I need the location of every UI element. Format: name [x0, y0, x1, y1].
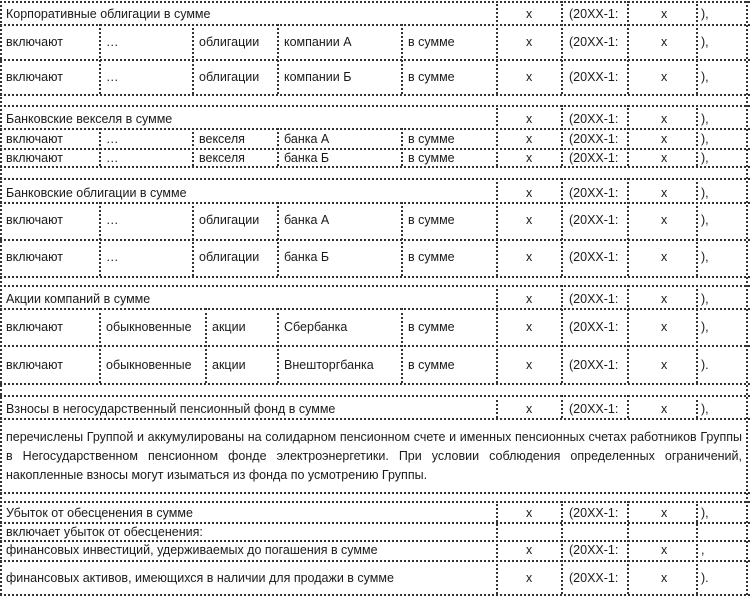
amount-prior: x — [661, 7, 668, 21]
amount-current: x — [526, 7, 533, 21]
prior-year-label: (20XX-1: — [569, 506, 619, 520]
amount-prior: x — [661, 402, 668, 416]
prior-year-label: (20XX-1: — [569, 213, 619, 227]
row-label: включают — [6, 70, 63, 84]
row-in-sum: в сумме — [408, 358, 455, 372]
section-title: Корпоративные облигации в сумме — [6, 7, 211, 21]
amount-prior: x — [661, 292, 668, 306]
closing-punct: ), — [701, 151, 709, 165]
row-in-sum: в сумме — [408, 35, 455, 49]
closing-punct: ), — [701, 292, 709, 306]
closing-punct: ), — [701, 250, 709, 264]
amount-prior: x — [661, 571, 668, 585]
amount-current: x — [526, 571, 533, 585]
row-type: облигации — [199, 35, 260, 49]
prior-year-label: (20XX-1: — [569, 292, 619, 306]
section-subtitle: включает убыток от обесценения: — [6, 525, 203, 539]
amount-prior: x — [661, 320, 668, 334]
closing-punct: ), — [701, 320, 709, 334]
row-label: финансовых инвестиций, удерживаемых до погашения в сумме — [6, 543, 378, 557]
row-in-sum: в сумме — [408, 132, 455, 146]
prior-year-label: (20XX-1: — [569, 151, 619, 165]
row-amount: … — [106, 132, 119, 146]
closing-punct: ), — [701, 7, 709, 21]
section-title: Взносы в негосударственный пенсионный фонд в сумме — [6, 402, 336, 416]
row-issuer: Сбербанка — [284, 320, 348, 334]
row-issuer: компании Б — [284, 70, 352, 84]
row-type: акции — [212, 320, 246, 334]
row-amount: … — [106, 35, 119, 49]
prior-year-label: (20XX-1: — [569, 70, 619, 84]
amount-current: x — [526, 506, 533, 520]
amount-prior: x — [661, 506, 668, 520]
prior-year-label: (20XX-1: — [569, 571, 619, 585]
section-title: Банковские векселя в сумме — [6, 112, 173, 126]
closing-punct: , — [701, 543, 705, 557]
amount-current: x — [526, 292, 533, 306]
amount-current: x — [526, 132, 533, 146]
row-share-class: обыкновенные — [106, 320, 192, 334]
prior-year-label: (20XX-1: — [569, 320, 619, 334]
closing-punct: ), — [701, 132, 709, 146]
prior-year-label: (20XX-1: — [569, 112, 619, 126]
closing-punct: ). — [701, 358, 709, 372]
row-type: векселя — [199, 151, 245, 165]
row-issuer: банка А — [284, 213, 330, 227]
closing-punct: ), — [701, 402, 709, 416]
row-label: финансовых активов, имеющихся в наличии для продажи в сумме — [6, 571, 394, 585]
row-in-sum: в сумме — [408, 320, 455, 334]
row-issuer: компании А — [284, 35, 352, 49]
prior-year-label: (20XX-1: — [569, 132, 619, 146]
row-type: облигации — [199, 213, 260, 227]
amount-prior: x — [661, 186, 668, 200]
prior-year-label: (20XX-1: — [569, 186, 619, 200]
closing-punct: ), — [701, 186, 709, 200]
prior-year-label: (20XX-1: — [569, 402, 619, 416]
row-in-sum: в сумме — [408, 70, 455, 84]
row-issuer: Внешторгбанка — [284, 358, 374, 372]
amount-current: x — [526, 35, 533, 49]
row-label: включают — [6, 358, 63, 372]
section-title: Акции компаний в сумме — [6, 292, 151, 306]
amount-current: x — [526, 358, 533, 372]
closing-punct: ), — [701, 35, 709, 49]
row-label: включают — [6, 320, 63, 334]
row-label: включают — [6, 213, 63, 227]
row-amount: … — [106, 151, 119, 165]
amount-current: x — [526, 70, 533, 84]
prior-year-label: (20XX-1: — [569, 7, 619, 21]
amount-current: x — [526, 320, 533, 334]
amount-current: x — [526, 402, 533, 416]
amount-prior: x — [661, 35, 668, 49]
row-amount: … — [106, 70, 119, 84]
row-issuer: банка Б — [284, 151, 330, 165]
row-amount: … — [106, 250, 119, 264]
amount-current: x — [526, 250, 533, 264]
amount-prior: x — [661, 70, 668, 84]
amount-current: x — [526, 112, 533, 126]
row-type: векселя — [199, 132, 245, 146]
row-type: облигации — [199, 250, 260, 264]
row-amount: … — [106, 213, 119, 227]
row-label: включают — [6, 151, 63, 165]
amount-prior: x — [661, 250, 668, 264]
row-label: включают — [6, 132, 63, 146]
amount-prior: x — [661, 151, 668, 165]
closing-punct: ), — [701, 112, 709, 126]
row-label: включают — [6, 250, 63, 264]
amount-current: x — [526, 213, 533, 227]
amount-prior: x — [661, 132, 668, 146]
pension-description: перечислены Группой и аккумулированы на солидарном пенсионном счете и именных пенсионных счетах работников Группы в Негосударственном пенсионном фонде электроэнергетики. При условии соблюдения определенных ограничений, накопленные взносы могут изыматься из фонда по усмотрению Группы. — [6, 430, 742, 482]
prior-year-label: (20XX-1: — [569, 543, 619, 557]
row-issuer: банка Б — [284, 250, 330, 264]
closing-punct: ), — [701, 213, 709, 227]
row-label: включают — [6, 35, 63, 49]
row-in-sum: в сумме — [408, 250, 455, 264]
amount-prior: x — [661, 543, 668, 557]
amount-prior: x — [661, 112, 668, 126]
section-title: Банковские облигации в сумме — [6, 186, 187, 200]
row-share-class: обыкновенные — [106, 358, 192, 372]
row-in-sum: в сумме — [408, 213, 455, 227]
section-title: Убыток от обесценения в сумме — [6, 506, 193, 520]
prior-year-label: (20XX-1: — [569, 358, 619, 372]
amount-current: x — [526, 151, 533, 165]
row-type: акции — [212, 358, 246, 372]
closing-punct: ), — [701, 506, 709, 520]
row-in-sum: в сумме — [408, 151, 455, 165]
amount-current: x — [526, 186, 533, 200]
prior-year-label: (20XX-1: — [569, 35, 619, 49]
amount-prior: x — [661, 213, 668, 227]
row-type: облигации — [199, 70, 260, 84]
closing-punct: ), — [701, 70, 709, 84]
closing-punct: ). — [701, 571, 709, 585]
prior-year-label: (20XX-1: — [569, 250, 619, 264]
amount-current: x — [526, 543, 533, 557]
amount-prior: x — [661, 358, 668, 372]
row-issuer: банка А — [284, 132, 330, 146]
